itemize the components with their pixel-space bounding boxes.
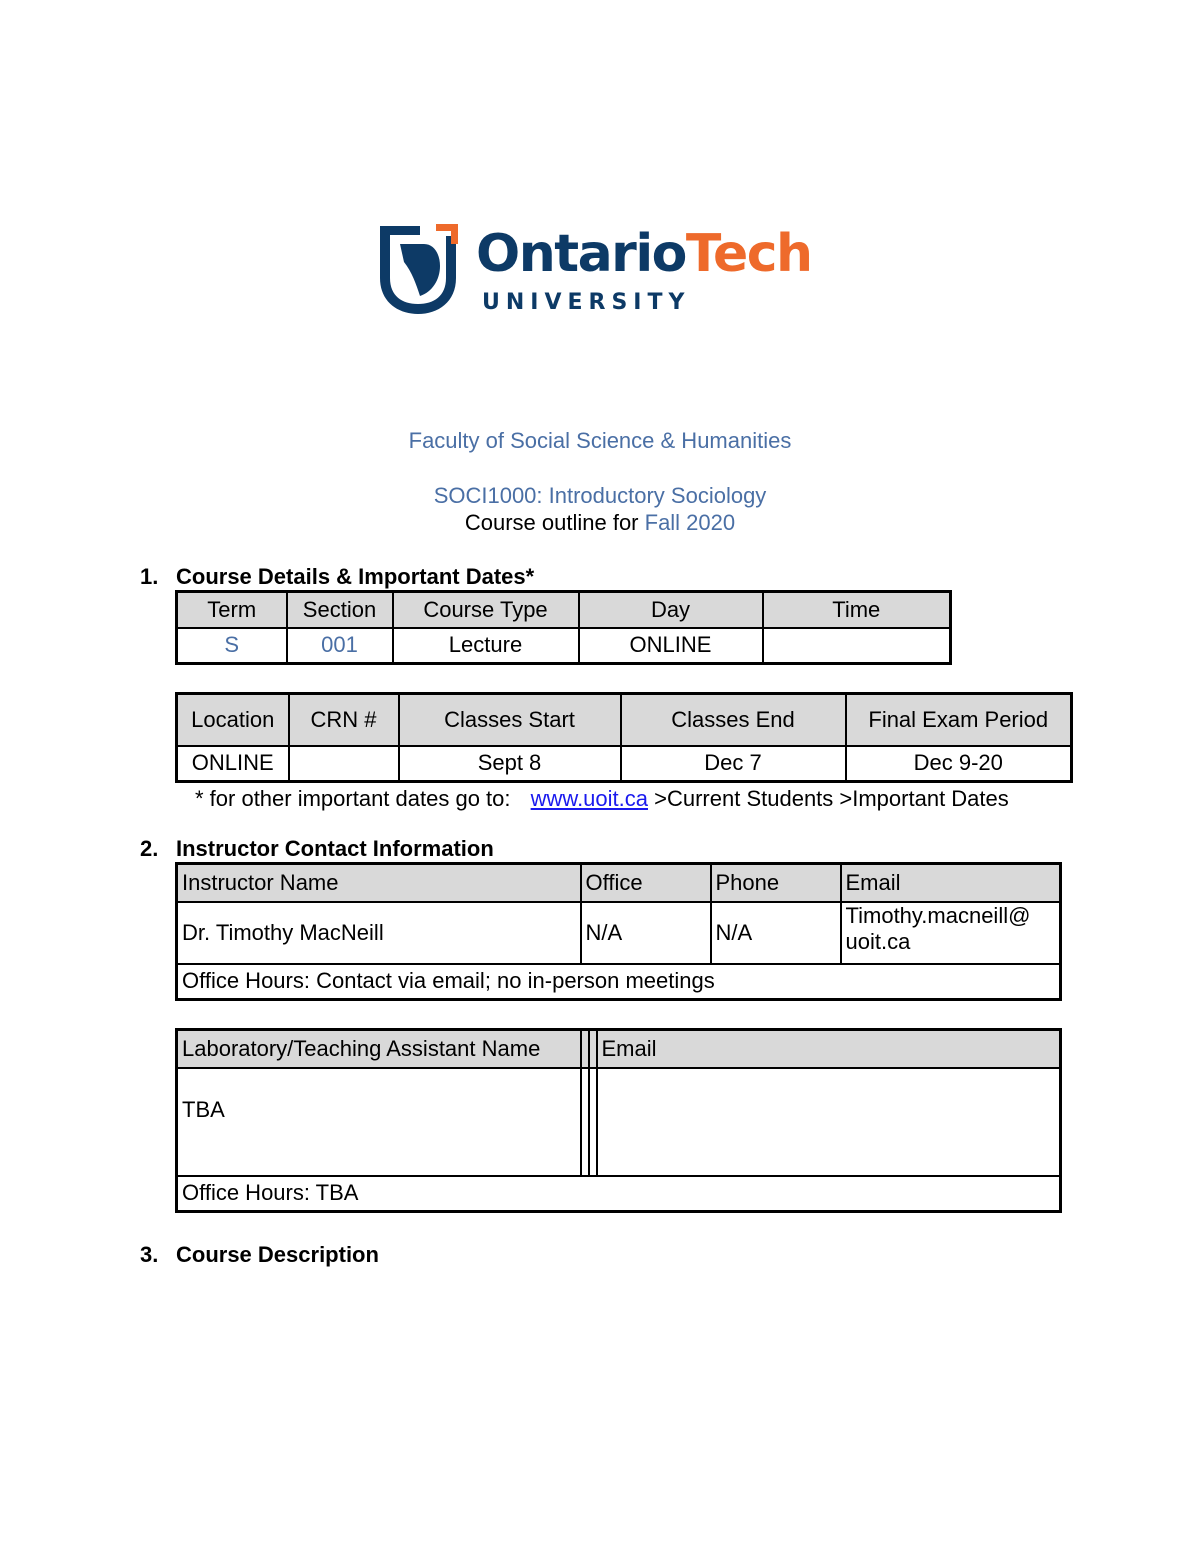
value-office: N/A (581, 902, 711, 964)
ta-table (175, 1028, 1062, 1213)
logo-university-text: UNIVERSITY (482, 290, 691, 315)
course-title: SOCI1000: Introductory Sociology (433, 483, 767, 508)
header-location: Location (177, 694, 289, 746)
header-classes-end: Classes End (621, 694, 846, 746)
header-office: Office (581, 864, 711, 902)
header-crn: CRN # (289, 694, 399, 746)
value-ta-name: TBA (177, 1068, 581, 1176)
university-logo (376, 222, 826, 322)
header-phone: Phone (711, 864, 841, 902)
value-email (841, 902, 1061, 964)
section-2-title: Instructor Contact Information (176, 836, 494, 861)
section-3-heading (140, 1242, 379, 1268)
ta-office-hours: Office Hours: TBA (177, 1176, 1061, 1212)
header-day: Day (579, 592, 763, 628)
header-term: Term (177, 592, 287, 628)
value-final-exam: Dec 9-20 (846, 746, 1072, 782)
header-instructor-name: Instructor Name (177, 864, 581, 902)
value-course-type: Lecture (393, 628, 579, 664)
outline-term: Fall 2020 (644, 510, 736, 535)
value-instructor-name: Dr. Timothy MacNeill (177, 902, 581, 964)
section-2-number: 2. (140, 836, 159, 861)
outline-prefix: Course outline for (464, 510, 645, 535)
email-line-2: uoit.ca (845, 928, 911, 954)
faculty-name: Faculty of Social Science & Humanities (408, 428, 792, 453)
instructor-office-hours: Office Hours: Contact via email; no in-person meetings (177, 964, 1061, 1000)
note-suffix: >Current Students >Important Dates (648, 786, 1009, 811)
ta-spacer-2 (589, 1030, 597, 1068)
header-classes-start: Classes Start (399, 694, 621, 746)
value-classes-end: Dec 7 (621, 746, 846, 782)
note-prefix: * for other important dates go to: (195, 786, 517, 811)
header-email: Email (841, 864, 1061, 902)
header-section: Section (287, 592, 393, 628)
section-3-title: Course Description (176, 1242, 379, 1267)
course-details-table (175, 590, 952, 665)
value-location: ONLINE (177, 746, 289, 782)
value-classes-start: Sept 8 (399, 746, 621, 782)
header-ta-name: Laboratory/Teaching Assistant Name (177, 1030, 581, 1068)
value-term: S (177, 628, 287, 664)
logo-tech-text: Tech (685, 224, 812, 284)
value-day: ONLINE (579, 628, 763, 664)
important-dates-note (195, 786, 1009, 812)
header-time: Time (763, 592, 951, 628)
value-section: 001 (287, 628, 393, 664)
shield-logo-icon (376, 222, 460, 318)
logo-ontario-text: Ontario (476, 224, 686, 284)
section-1-title: Course Details & Important Dates* (176, 564, 535, 589)
value-ta-email (597, 1068, 1061, 1176)
section-2-heading (140, 836, 494, 862)
value-crn (289, 746, 399, 782)
header-ta-email: Email (597, 1030, 1061, 1068)
outline-line (0, 510, 1200, 536)
email-line-1: Timothy.macneill@ (845, 902, 1031, 928)
instructor-table (175, 862, 1062, 1001)
value-phone: N/A (711, 902, 841, 964)
ta-spacer-1 (581, 1030, 589, 1068)
value-time (763, 628, 951, 664)
ta-spacer-4 (589, 1068, 597, 1176)
header-final-exam: Final Exam Period (846, 694, 1072, 746)
header-course-type: Course Type (393, 592, 579, 628)
section-1-heading (140, 564, 534, 590)
section-1-number: 1. (140, 564, 159, 589)
section-3-number: 3. (140, 1242, 159, 1267)
uoit-link[interactable]: www.uoit.ca (530, 786, 649, 811)
ta-spacer-3 (581, 1068, 589, 1176)
logo-wordmark (476, 224, 812, 284)
dates-table (175, 692, 1073, 783)
